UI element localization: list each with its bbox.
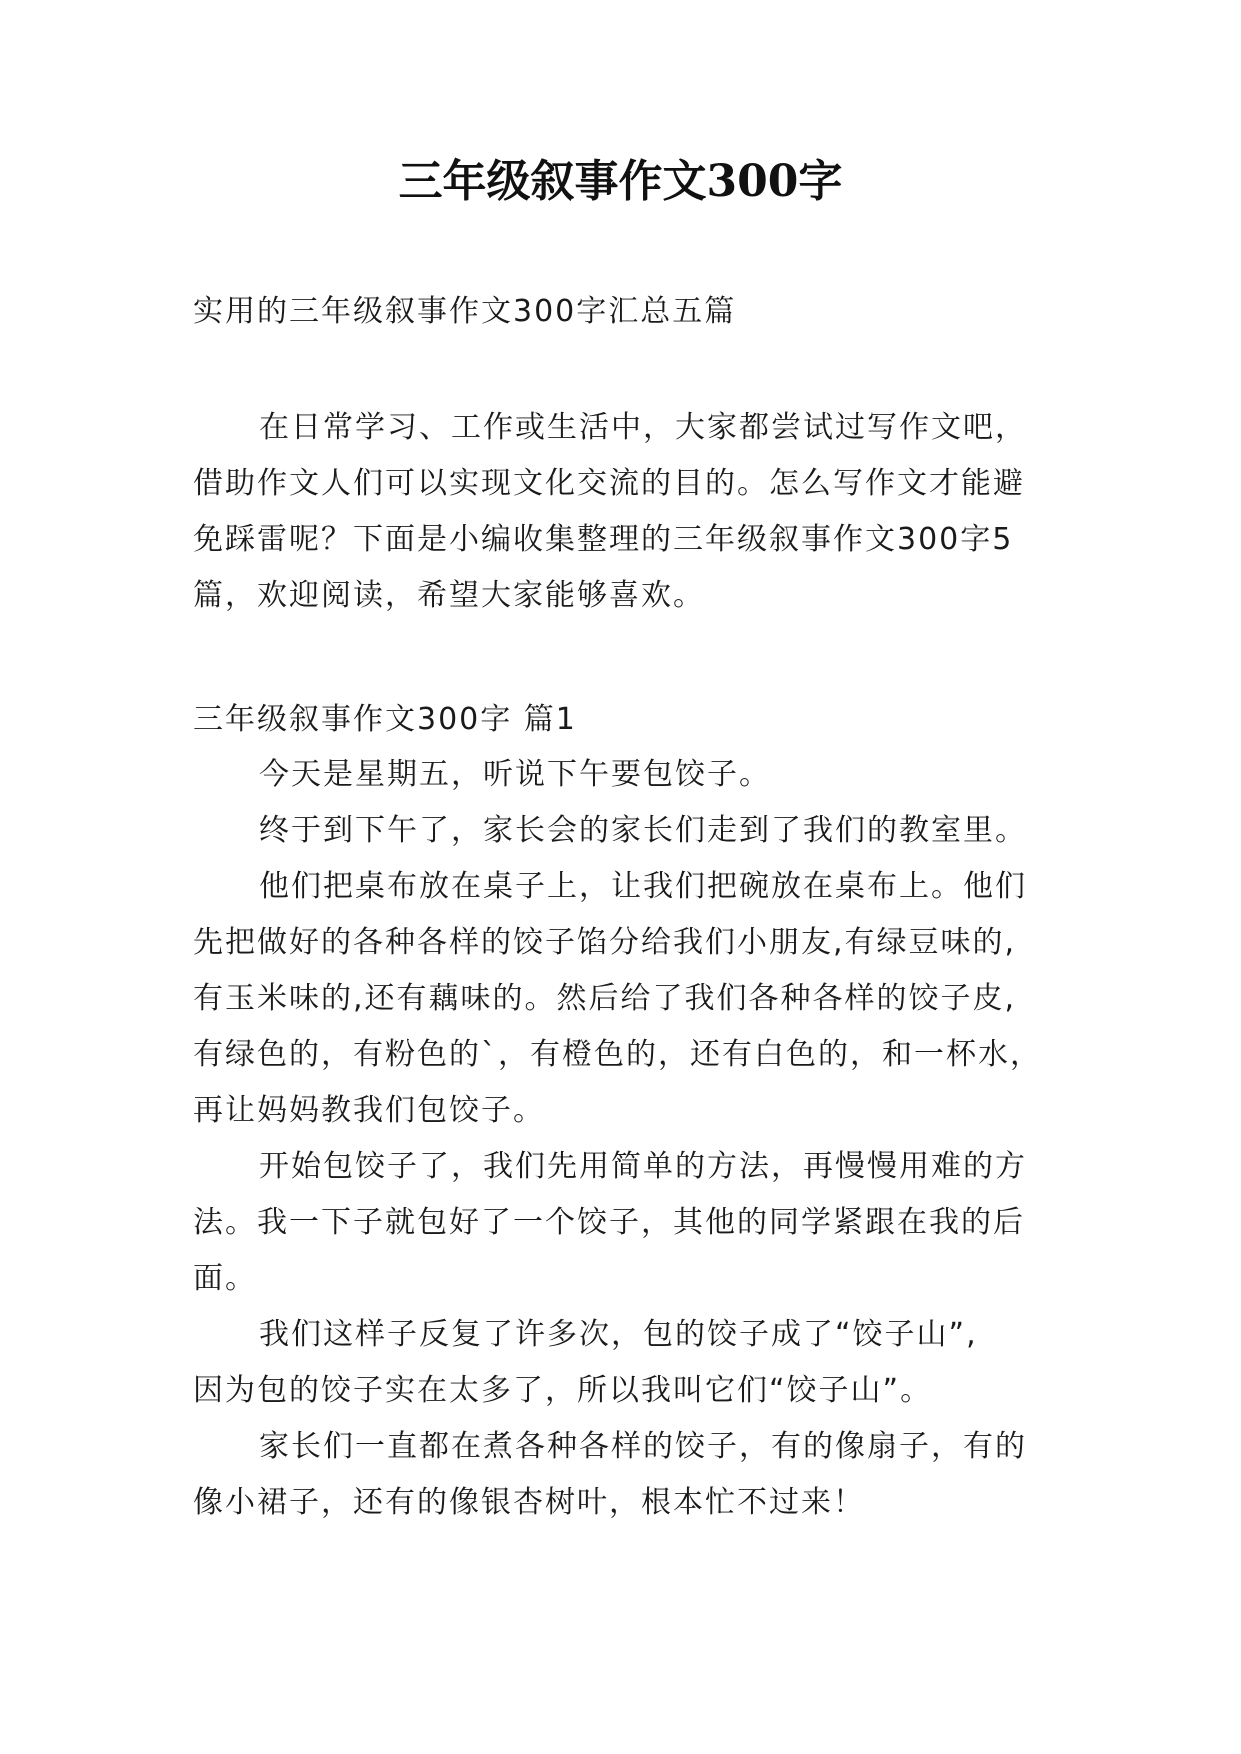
content-line: 我们这样子反复了许多次，包的饺子成了“饺子山”, bbox=[259, 1317, 978, 1352]
section-heading-line: 三年级叙事作文300字 篇1 bbox=[193, 702, 577, 737]
intro-line: 篇，欢迎阅读，希望大家能够喜欢。 bbox=[193, 578, 705, 613]
content-line: 再让妈妈教我们包饺子。 bbox=[193, 1093, 545, 1128]
document-subtitle bbox=[193, 284, 1063, 340]
content-line: 像小裙子，还有的像银杏树叶，根本忙不过来！ bbox=[193, 1485, 865, 1520]
section-heading bbox=[193, 692, 1063, 748]
content-line: 面。 bbox=[193, 1261, 257, 1296]
content-line: 法。我一下子就包好了一个饺子，其他的同学紧跟在我的后 bbox=[193, 1205, 1025, 1240]
content-line: 先把做好的各种各样的饺子馅分给我们小朋友,有绿豆味的, bbox=[193, 925, 1017, 960]
intro-paragraph bbox=[193, 400, 1063, 624]
intro-line: 在日常学习、工作或生活中，大家都尝试过写作文吧， bbox=[259, 410, 1027, 445]
content-line: 有玉米味的,还有藕味的。然后给了我们各种各样的饺子皮, bbox=[193, 981, 1017, 1016]
content-line: 因为包的饺子实在太多了，所以我叫它们“饺子山”。 bbox=[193, 1373, 933, 1408]
content-line: 家长们一直都在煮各种各样的饺子，有的像扇子，有的 bbox=[259, 1429, 1027, 1464]
intro-line: 借助作文人们可以实现文化交流的目的。怎么写作文才能避 bbox=[193, 466, 1025, 501]
subtitle-line: 实用的三年级叙事作文300字汇总五篇 bbox=[193, 294, 737, 329]
content-line: 开始包饺子了，我们先用简单的方法，再慢慢用难的方 bbox=[259, 1149, 1027, 1184]
content-line: 他们把桌布放在桌子上，让我们把碗放在桌布上。他们 bbox=[259, 869, 1027, 904]
content-line: 今天是星期五，听说下午要包饺子。 bbox=[259, 757, 771, 792]
content-line: 有绿色的，有粉色的`，有橙色的，还有白色的，和一杯水， bbox=[193, 1037, 1042, 1072]
document-title: 三年级叙事作文300字 bbox=[398, 156, 843, 207]
essay-content bbox=[193, 747, 1063, 1531]
content-line: 终于到下午了，家长会的家长们走到了我们的教室里。 bbox=[259, 813, 1027, 848]
intro-line: 免踩雷呢？下面是小编收集整理的三年级叙事作文300字5 bbox=[193, 522, 1014, 557]
